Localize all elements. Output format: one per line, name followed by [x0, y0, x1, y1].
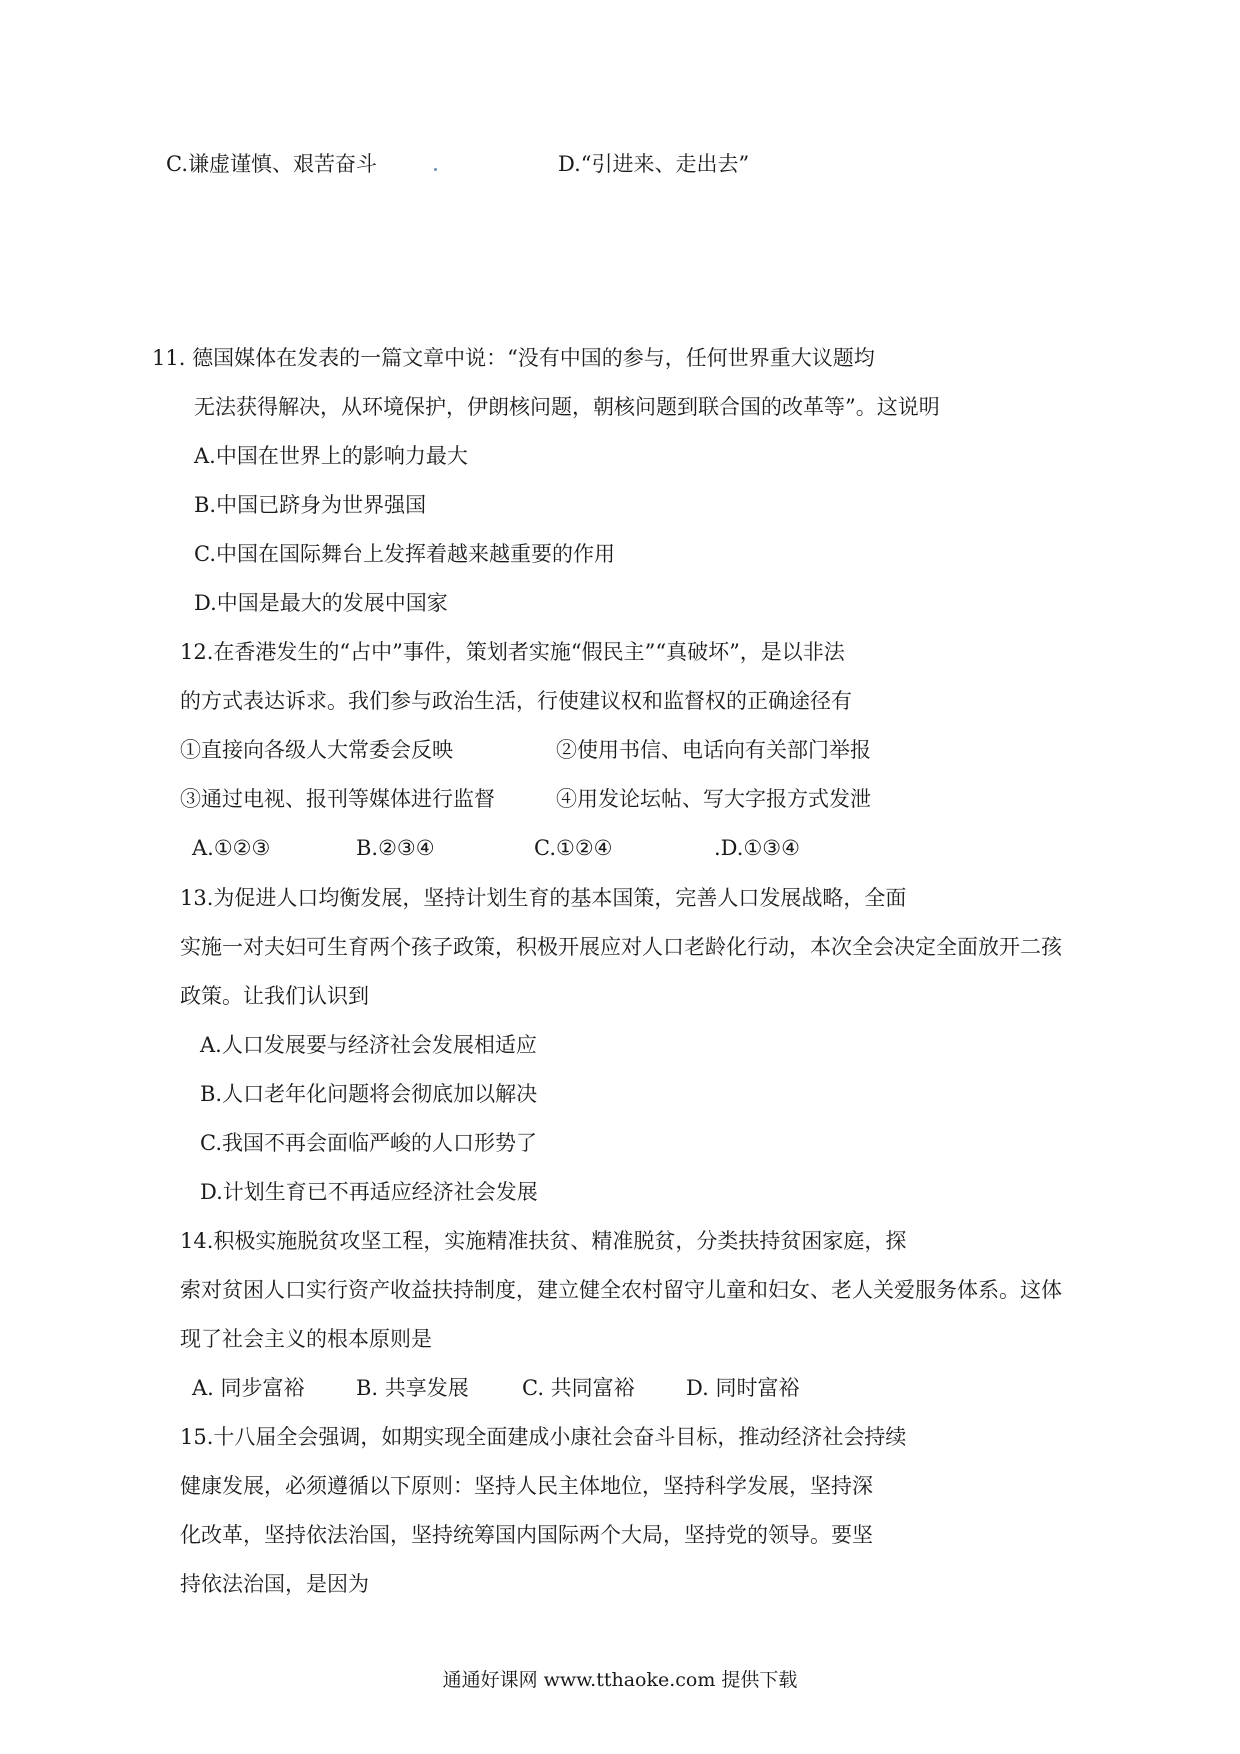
q12-line-2: 的方式表达诉求。我们参与政治生活，行使建议权和监督权的正确途径有 — [180, 689, 852, 713]
q13-option-a: A.人口发展要与经济社会发展相适应 — [200, 1033, 537, 1057]
q13-line-1: 13.为促进人口均衡发展，坚持计划生育的基本国策，完善人口发展战略，全面 — [180, 886, 907, 910]
q12-item-3: ③通过电视、报刊等媒体进行监督 — [180, 787, 495, 811]
q15-line-3: 化改革，坚持依法治国，坚持统筹国内国际两个大局，坚持党的领导。要坚 — [180, 1523, 873, 1547]
q13-line-3: 政策。让我们认识到 — [180, 984, 369, 1008]
q13-line-2: 实施一对夫妇可生育两个孩子政策，积极开展应对人口老龄化行动，本次全会决定全面放开二孩 — [180, 935, 1062, 959]
q12-option-a: A.①②③ — [192, 836, 271, 860]
q14-option-d: D. 同时富裕 — [686, 1376, 800, 1400]
q15-line-1: 15.十八届全会强调，如期实现全面建成小康社会奋斗目标，推动经济社会持续 — [180, 1425, 907, 1449]
q12-option-d: .D.①③④ — [714, 836, 800, 860]
q12-item-4: ④用发论坛帖、写大字报方式发泄 — [556, 787, 871, 811]
q11-option-c: C.中国在国际舞台上发挥着越来越重要的作用 — [194, 542, 615, 566]
q14-line-2: 索对贫困人口实行资产收益扶持制度，建立健全农村留守儿童和妇女、老人关爱服务体系。这体 — [180, 1278, 1062, 1302]
q11-option-d: D.中国是最大的发展中国家 — [194, 591, 448, 615]
q12-item-2: ②使用书信、电话向有关部门举报 — [556, 738, 871, 762]
q13-option-b: B.人口老年化问题将会彻底加以解决 — [200, 1082, 538, 1106]
stray-mark — [434, 168, 437, 171]
q11-line-1: 11. 德国媒体在发表的一篇文章中说：“没有中国的参与，任何世界重大议题均 — [152, 346, 875, 370]
q12-option-b: B.②③④ — [356, 836, 435, 860]
q11-option-b: B.中国已跻身为世界强国 — [194, 493, 427, 517]
q13-option-c: C.我国不再会面临严峻的人口形势了 — [200, 1131, 537, 1155]
q14-line-3: 现了社会主义的根本原则是 — [180, 1327, 432, 1351]
q11-option-a: A.中国在世界上的影响力最大 — [194, 444, 468, 468]
page-footer: 通通好课网 www.tthaoke.com 提供下载 — [442, 1669, 798, 1691]
q12-option-c: C.①②④ — [534, 836, 613, 860]
q14-option-b: B. 共享发展 — [356, 1376, 469, 1400]
q15-line-2: 健康发展，必须遵循以下原则：坚持人民主体地位，坚持科学发展，坚持深 — [180, 1474, 873, 1498]
q14-line-1: 14.积极实施脱贫攻坚工程，实施精准扶贫、精准脱贫，分类扶持贫困家庭，探 — [180, 1229, 907, 1253]
q12-line-1: 12.在香港发生的“占中”事件，策划者实施“假民主”“真破坏”，是以非法 — [180, 640, 845, 664]
q14-option-a: A. 同步富裕 — [192, 1376, 305, 1400]
q11-line-2: 无法获得解决，从环境保护，伊朗核问题，朝核问题到联合国的改革等”。这说明 — [194, 395, 940, 419]
q12-item-1: ①直接向各级人大常委会反映 — [180, 738, 453, 762]
q15-line-4: 持依法治国，是因为 — [180, 1572, 369, 1596]
q10-option-d: D.“引进来、走出去” — [558, 152, 750, 176]
q14-option-c: C. 共同富裕 — [522, 1376, 635, 1400]
q10-option-c: C.谦虚谨慎、艰苦奋斗 — [166, 152, 377, 176]
q13-option-d: D.计划生育已不再适应经济社会发展 — [200, 1180, 538, 1204]
